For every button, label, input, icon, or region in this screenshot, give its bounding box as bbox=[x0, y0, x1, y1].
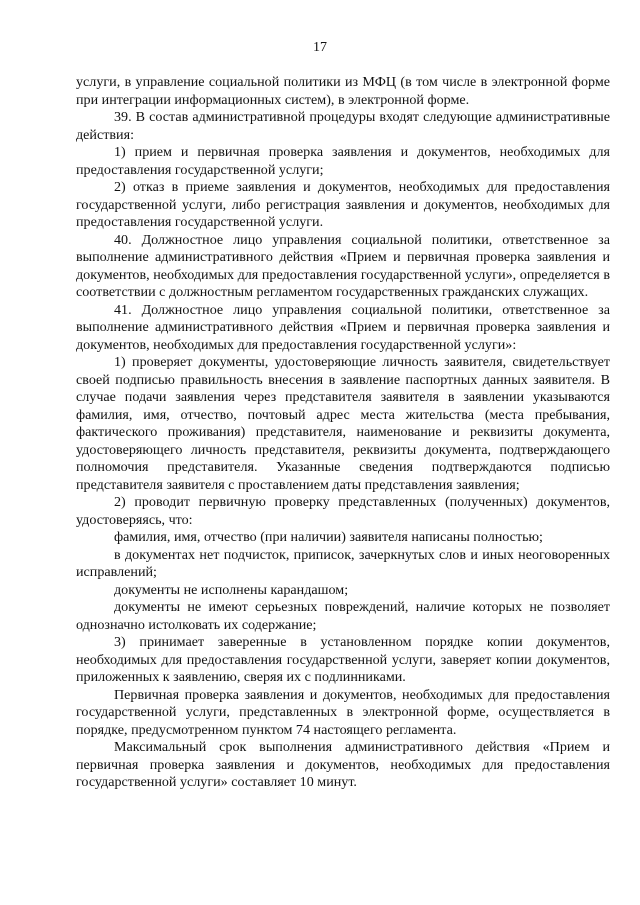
paragraph: фамилия, имя, отчество (при наличии) заявителя написаны полностью; bbox=[114, 529, 543, 545]
paragraph: 40. Должностное лицо управления социальной политики, ответственное за выполнение административного действия «Прием и первичная проверка заявления и документов, необходимых для предоставления государственной услуги», определяется в соответствии с должностным регламентом государственных гражданских служащих. bbox=[76, 231, 610, 300]
paragraph: документы не имеют серьезных повреждений, наличие которых не позволяет однозначно истолковать их содержание; bbox=[76, 599, 610, 633]
paragraph: 2) проводит первичную проверку представленных (полученных) документов, удостоверяясь, что: bbox=[76, 494, 610, 528]
paragraph: 41. Должностное лицо управления социальной политики, ответственное за выполнение административного действия «Прием и первичная проверка заявления и документов, необходимых для предоставления государственной услуги»: bbox=[76, 301, 610, 353]
paragraph: 1) проверяет документы, удостоверяющие личность заявителя, свидетельствует своей подписью правильность внесения в заявление паспортных данных заявителя. В случае подачи заявления через представителя заявителя в заявлении указываются фамилия, имя, отчество, почтовый адрес места жительства (места пребывания, фактического проживания) представителя, наименование и реквизиты документа, удостоверяющего личность представителя, реквизиты документа, подтверждающего полномочия представителя. Указанные сведения подтверждаются подписью представителя заявителя с проставлением даты представления заявления; bbox=[76, 354, 610, 493]
page-number: 17 bbox=[313, 40, 327, 55]
paragraph: услуги, в управление социальной политики из МФЦ (в том числе в электронной форме при интеграции информационных систем), в электронной форме. bbox=[76, 74, 610, 108]
paragraph: 1) прием и первичная проверка заявления и документов, необходимых для предоставления государственной услуги; bbox=[76, 144, 610, 178]
paragraph: 2) отказ в приеме заявления и документов, необходимых для предоставления государственной услуги, либо регистрация заявления и документов, необходимых для предоставления государственной услуги. bbox=[76, 179, 610, 230]
paragraph: в документах нет подчисток, приписок, зачеркнутых слов и иных неоговоренных исправлений; bbox=[76, 546, 610, 580]
paragraph: документы не исполнены карандашом; bbox=[114, 581, 349, 598]
paragraph: Первичная проверка заявления и документов, необходимых для предоставления государственной услуги, представленных в электронной форме, осуществляется в порядке, предусмотренном пунктом 74 настоящего регламента. bbox=[76, 686, 610, 738]
paragraph: 3) принимает заверенные в установленном порядке копии документов, необходимых для предоставления государственной услуги, заверяет копии документов, приложенных к заявлению, сверяя их с подлинниками. bbox=[76, 634, 610, 685]
paragraph: 39. В состав административной процедуры входят следующие административные действия: bbox=[76, 109, 610, 143]
paragraph: Максимальный срок выполнения административного действия «Прием и первичная проверка заявления и документов, необходимых для предоставления государственной услуги» составляет 10 минут. bbox=[76, 739, 610, 790]
document-body bbox=[76, 74, 610, 792]
